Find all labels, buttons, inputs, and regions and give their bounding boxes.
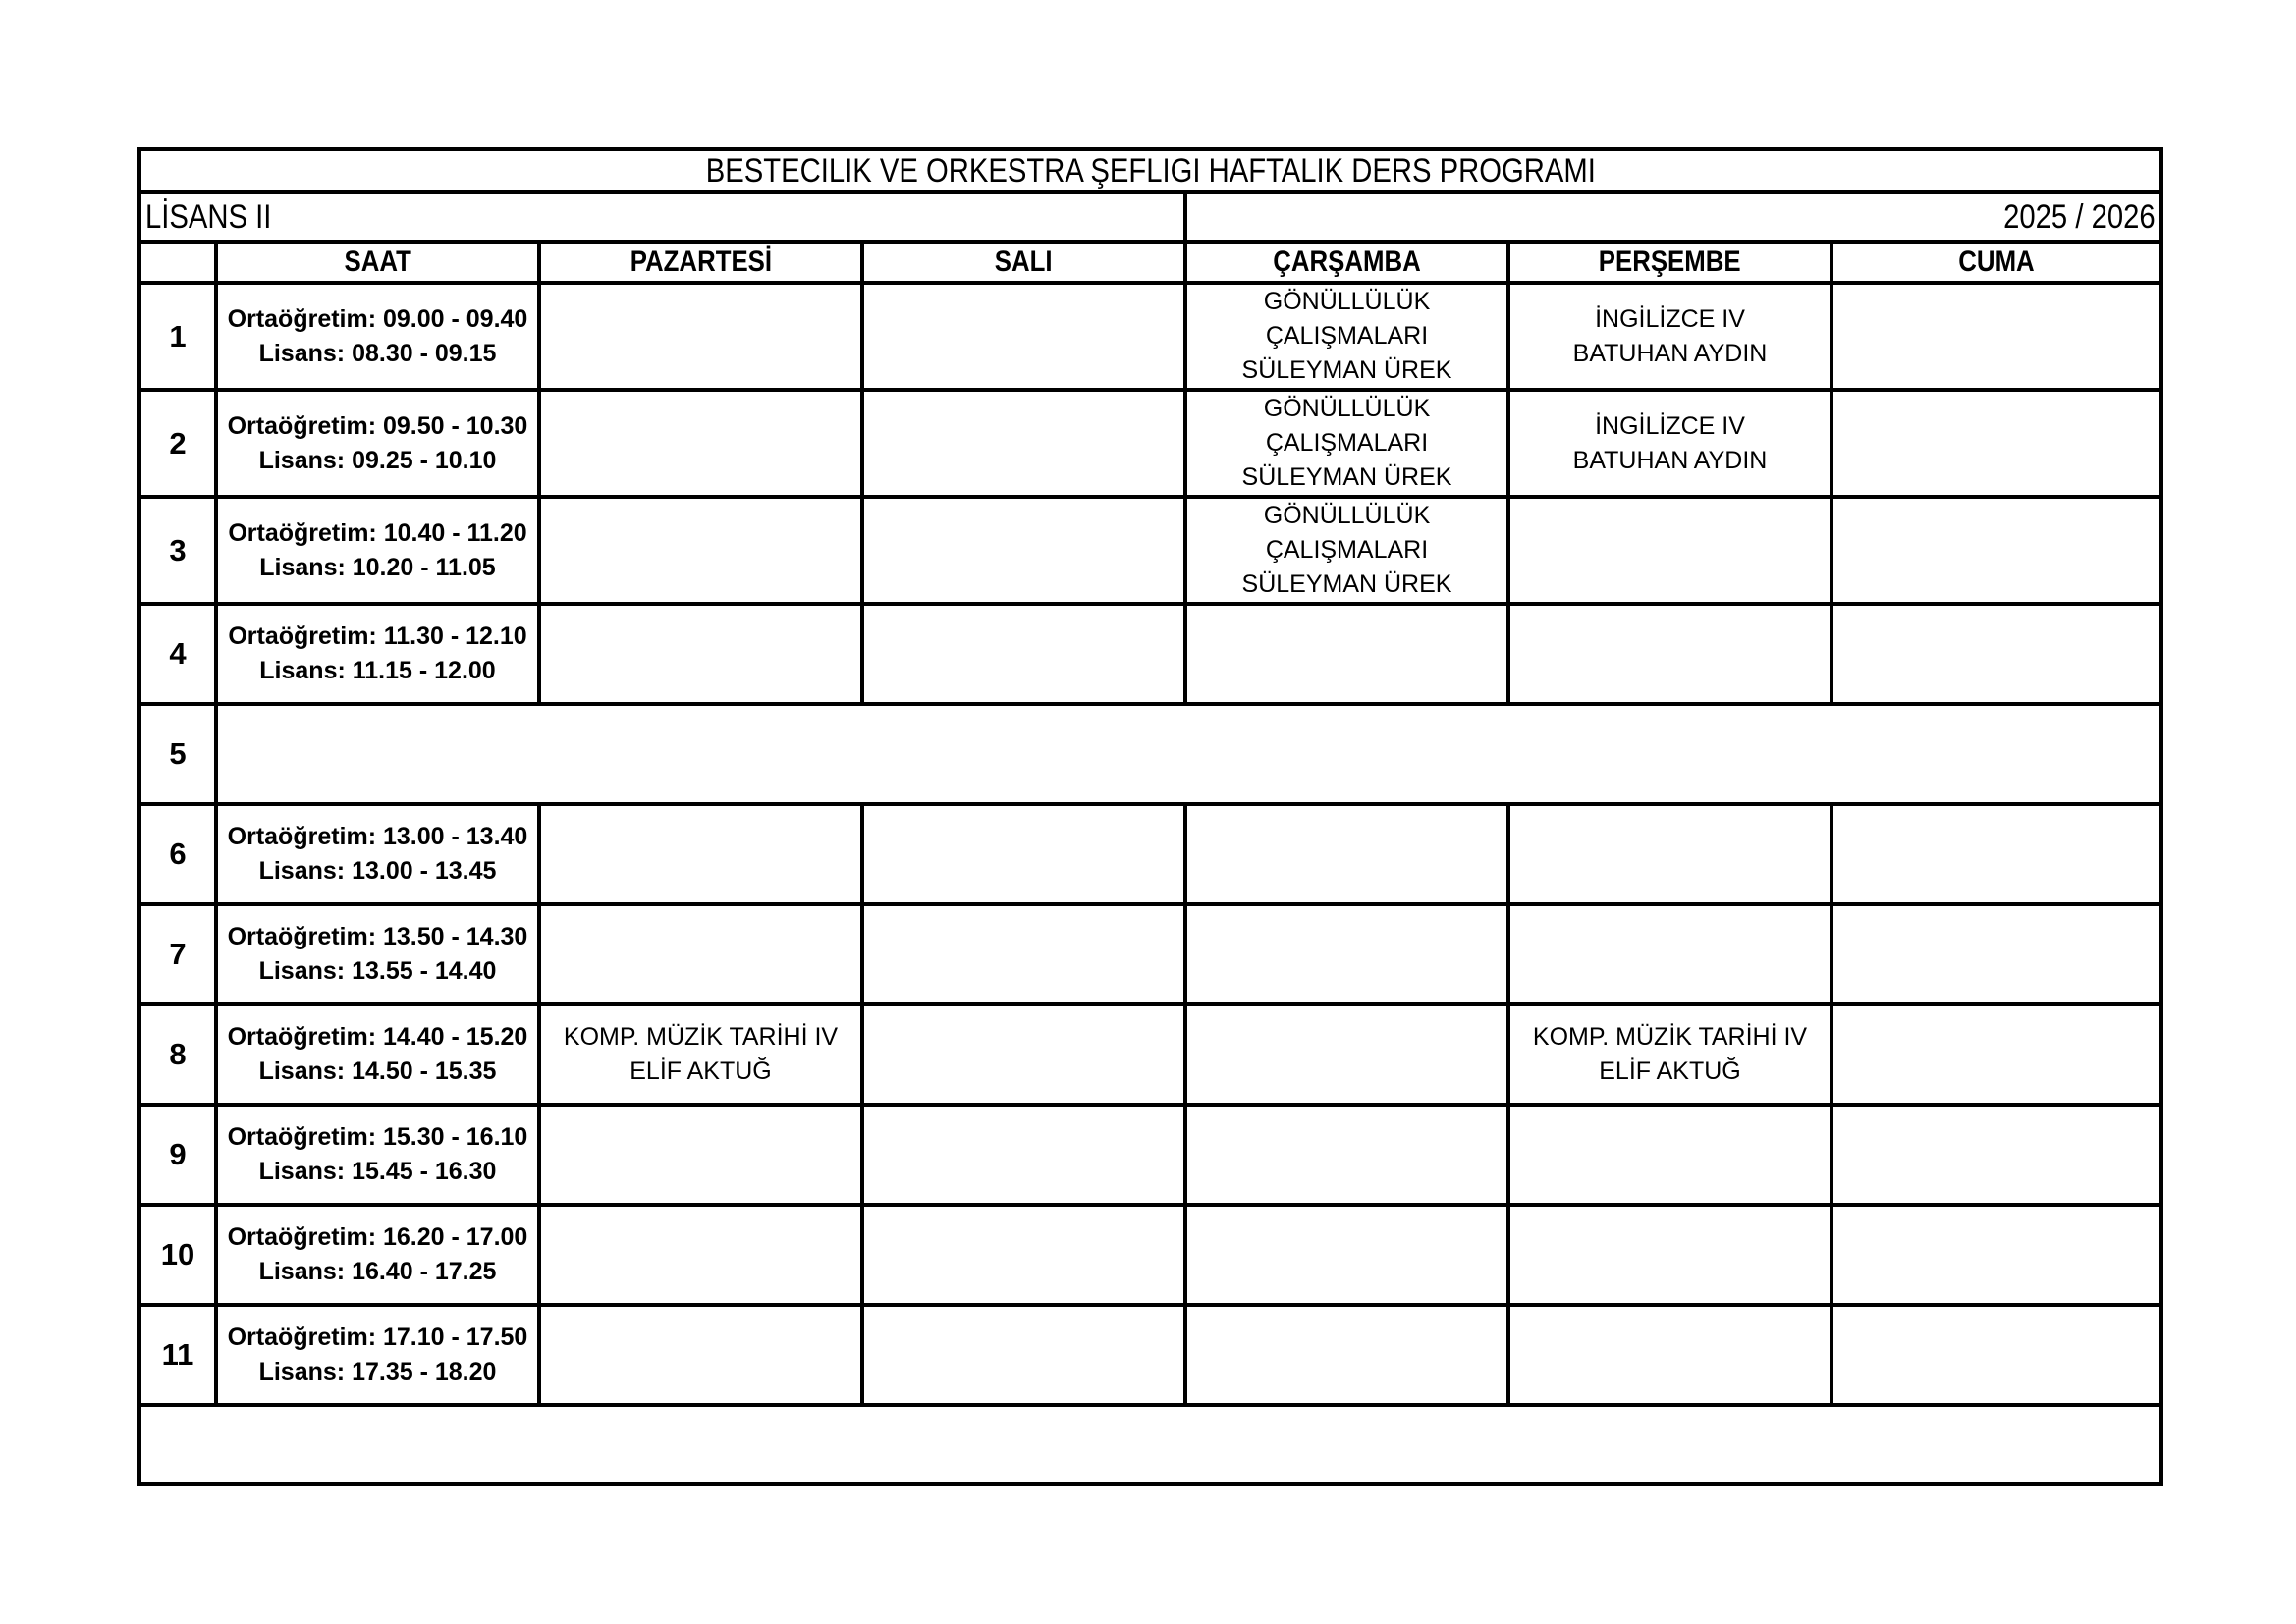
instructor-name: SÜLEYMAN ÜREK (1241, 570, 1452, 598)
course-cell (862, 1004, 1185, 1105)
slot-number: 4 (139, 604, 216, 704)
course-cell (1831, 283, 2161, 390)
time-lisans: Lisans: 13.00 - 13.45 (258, 857, 497, 885)
time-ortaogretim: Ortaöğretim: 13.00 - 13.40 (227, 823, 528, 850)
slot-row (139, 704, 2161, 804)
footer-cell (139, 1405, 2161, 1484)
course-cell (1508, 1004, 1831, 1105)
time-ortaogretim: Ortaöğretim: 15.30 - 16.10 (227, 1123, 528, 1151)
footer-row (139, 1405, 2161, 1484)
course-cell (1185, 1004, 1508, 1105)
meta-row (139, 192, 2161, 242)
slot-number: 6 (139, 804, 216, 904)
time-lisans: Lisans: 10.20 - 11.05 (259, 553, 496, 581)
header-row (139, 242, 2161, 283)
course-cell (539, 1105, 862, 1205)
slot-time (216, 1205, 539, 1305)
slot-time (216, 804, 539, 904)
instructor-name: BATUHAN AYDIN (1572, 339, 1768, 367)
course-cell (1508, 804, 1831, 904)
course-name: GÖNÜLLÜLÜK ÇALIŞMALARI (1263, 288, 1431, 350)
course-cell (539, 497, 862, 604)
instructor-name: SÜLEYMAN ÜREK (1241, 463, 1452, 491)
course-name: GÖNÜLLÜLÜK ÇALIŞMALARI (1263, 502, 1431, 564)
header-saat: SAAT (216, 242, 539, 283)
slot-row (139, 1004, 2161, 1105)
header-no (139, 242, 216, 283)
course-cell (1831, 1004, 2161, 1105)
slot-row (139, 1305, 2161, 1405)
slot-time (216, 1004, 539, 1105)
course-cell (539, 904, 862, 1004)
course-cell (1831, 1205, 2161, 1305)
slot-row (139, 1205, 2161, 1305)
course-cell (1831, 497, 2161, 604)
course-cell (862, 604, 1185, 704)
header-pazartesi: PAZARTESİ (539, 242, 862, 283)
time-ortaogretim: Ortaöğretim: 17.10 - 17.50 (227, 1324, 528, 1351)
slot-number: 11 (139, 1305, 216, 1405)
time-ortaogretim: Ortaöğretim: 14.40 - 15.20 (227, 1023, 528, 1051)
header-carsamba: ÇARŞAMBA (1185, 242, 1508, 283)
time-lisans: Lisans: 15.45 - 16.30 (258, 1158, 497, 1185)
course-cell (862, 904, 1185, 1004)
course-name: GÖNÜLLÜLÜK ÇALIŞMALARI (1263, 395, 1431, 457)
course-cell (1508, 390, 1831, 497)
slot-time (216, 497, 539, 604)
time-ortaogretim: Ortaöğretim: 10.40 - 11.20 (228, 518, 527, 547)
instructor-name: BATUHAN AYDIN (1572, 446, 1768, 474)
course-cell (1508, 283, 1831, 390)
course-cell (1508, 1205, 1831, 1305)
course-cell (1185, 904, 1508, 1004)
course-cell (1831, 1105, 2161, 1205)
course-cell (1185, 604, 1508, 704)
course-cell (1185, 804, 1508, 904)
time-lisans: Lisans: 17.35 - 18.20 (258, 1358, 497, 1385)
course-cell (539, 1305, 862, 1405)
course-name: İNGİLİZCE IV (1595, 304, 1745, 333)
instructor-name: ELİF AKTUĞ (1599, 1057, 1741, 1085)
slot-time (216, 1105, 539, 1205)
slot-number: 3 (139, 497, 216, 604)
course-name: KOMP. MÜZİK TARİHİ IV (563, 1023, 839, 1051)
course-cell (1185, 497, 1508, 604)
course-cell (1185, 1205, 1508, 1305)
course-cell (862, 1205, 1185, 1305)
header-cuma: CUMA (1831, 242, 2161, 283)
time-ortaogretim: Ortaöğretim: 09.50 - 10.30 (227, 411, 528, 440)
course-cell (1831, 1305, 2161, 1405)
course-cell (862, 283, 1185, 390)
slot-row (139, 904, 2161, 1004)
time-lisans: Lisans: 16.40 - 17.25 (258, 1258, 497, 1285)
course-cell (539, 1205, 862, 1305)
course-cell (1508, 904, 1831, 1004)
course-cell (1508, 497, 1831, 604)
course-cell (862, 804, 1185, 904)
slot-number: 5 (139, 704, 216, 804)
program-label: LİSANS II (139, 192, 1185, 242)
instructor-name: SÜLEYMAN ÜREK (1241, 356, 1452, 384)
slot-time (216, 904, 539, 1004)
header-persembe: PERŞEMBE (1508, 242, 1831, 283)
slot-time (216, 390, 539, 497)
course-cell (1831, 390, 2161, 497)
slot-number: 9 (139, 1105, 216, 1205)
time-lisans: Lisans: 11.15 - 12.00 (259, 657, 496, 684)
instructor-name: ELİF AKTUĞ (629, 1057, 772, 1085)
course-cell (1185, 1105, 1508, 1205)
course-cell (862, 1105, 1185, 1205)
time-lisans: Lisans: 13.55 - 14.40 (258, 957, 497, 985)
time-lisans: Lisans: 09.25 - 10.10 (258, 446, 497, 474)
slot-time (216, 604, 539, 704)
header-sali: SALI (862, 242, 1185, 283)
slot-time (216, 283, 539, 390)
schedule-title: BESTECILIK VE ORKESTRA ŞEFLIGI HAFTALIK DERS PROGRAMI (139, 149, 2161, 192)
slot-number: 7 (139, 904, 216, 1004)
schedule-body (139, 149, 2161, 1484)
slot-row (139, 1105, 2161, 1205)
course-cell (1508, 1105, 1831, 1205)
course-cell (1831, 904, 2161, 1004)
slot-time (216, 1305, 539, 1405)
time-ortaogretim: Ortaöğretim: 11.30 - 12.10 (228, 623, 527, 650)
time-ortaogretim: Ortaöğretim: 09.00 - 09.40 (227, 304, 528, 333)
course-cell (539, 390, 862, 497)
slot-row (139, 283, 2161, 390)
course-name: İNGİLİZCE IV (1595, 411, 1745, 440)
slot-row (139, 497, 2161, 604)
course-cell (539, 804, 862, 904)
course-cell (1831, 604, 2161, 704)
course-cell (539, 604, 862, 704)
course-cell (1508, 604, 1831, 704)
course-cell (539, 283, 862, 390)
academic-year: 2025 / 2026 (1185, 192, 2161, 242)
course-cell (1185, 1305, 1508, 1405)
course-cell (1185, 390, 1508, 497)
slot-row (139, 390, 2161, 497)
course-cell (1831, 804, 2161, 904)
time-lisans: Lisans: 08.30 - 09.15 (258, 339, 497, 367)
course-cell (1185, 283, 1508, 390)
course-cell (539, 1004, 862, 1105)
course-name: KOMP. MÜZİK TARİHİ IV (1532, 1023, 1808, 1051)
time-ortaogretim: Ortaöğretim: 16.20 - 17.00 (227, 1223, 528, 1251)
time-ortaogretim: Ortaöğretim: 13.50 - 14.30 (227, 923, 528, 950)
schedule-sheet (137, 147, 2159, 1466)
title-row (139, 149, 2161, 192)
course-cell (862, 1305, 1185, 1405)
schedule-table (137, 147, 2163, 1486)
slot-number: 1 (139, 283, 216, 390)
time-lisans: Lisans: 14.50 - 15.35 (258, 1057, 497, 1085)
slot-row (139, 804, 2161, 904)
lunch-break-cell (216, 704, 2161, 804)
course-cell (862, 497, 1185, 604)
slot-row (139, 604, 2161, 704)
slot-number: 8 (139, 1004, 216, 1105)
slot-number: 2 (139, 390, 216, 497)
course-cell (1508, 1305, 1831, 1405)
course-cell (862, 390, 1185, 497)
slot-number: 10 (139, 1205, 216, 1305)
